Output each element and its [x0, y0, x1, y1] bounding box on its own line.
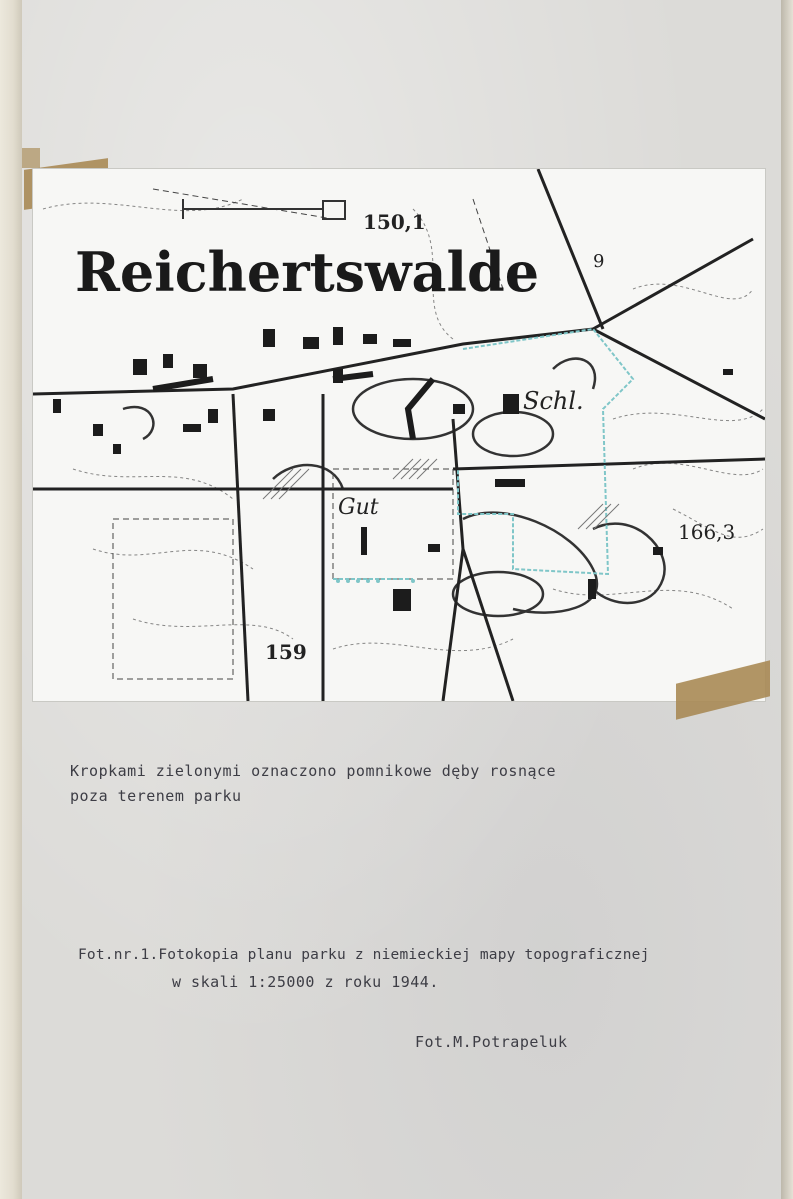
caption-line-1: Fot.nr.1.Fotokopia planu parku z niemieckiej mapy topograficznej	[78, 947, 650, 963]
gut-label: Gut	[338, 495, 379, 520]
map-photo	[32, 168, 766, 702]
elevation-label-north: 150,1	[363, 210, 426, 234]
map-drawing	[33, 169, 765, 701]
map-title: Reichertswalde	[75, 240, 540, 304]
note-line-1: Kropkami zielonymi oznaczono pomnikowe dęby rosnące	[70, 762, 557, 780]
corner-label: 9	[593, 251, 605, 272]
elevation-label-south: 159	[265, 640, 307, 664]
caption-line-2: w skali 1:25000 z roku 1944.	[172, 973, 439, 991]
schl-label: Schl.	[523, 387, 584, 415]
photo-author: Fot.M.Potrapeluk	[415, 1033, 568, 1051]
note-line-2: poza terenem parku	[70, 787, 242, 805]
page-edge	[781, 0, 793, 1199]
binding-strip	[0, 0, 22, 1199]
elevation-label-east: 166,3	[678, 520, 736, 544]
tape-top-left	[22, 148, 40, 168]
